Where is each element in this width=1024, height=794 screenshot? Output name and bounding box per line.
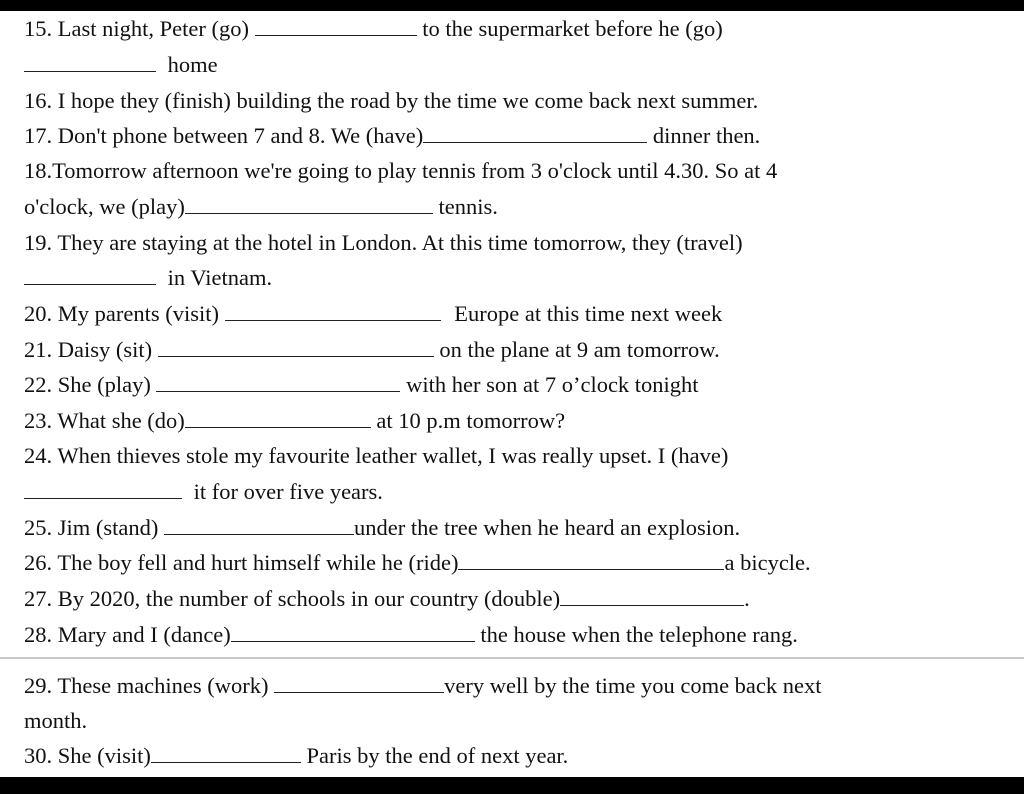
- question-18-text-2: o'clock, we (play): [24, 194, 185, 219]
- question-23: [24, 408, 565, 434]
- question-23-text-2: at 10 p.m tomorrow?: [370, 408, 566, 433]
- question-22-text: 22. She (play): [24, 372, 157, 397]
- question-18-line1: [24, 158, 777, 184]
- question-28-text: 28. Mary and I (dance): [24, 622, 231, 647]
- question-16: [24, 88, 758, 114]
- question-20: [24, 301, 722, 327]
- question-15-line1: [24, 16, 723, 42]
- question-21-text: 21. Daisy (sit): [24, 337, 158, 362]
- section-divider: [0, 657, 1024, 659]
- answer-blank-22[interactable]: [156, 373, 400, 392]
- answer-blank-18[interactable]: [185, 195, 433, 214]
- question-27-text: 27. By 2020, the number of schools in our country (double): [24, 586, 561, 611]
- question-24-text: 24. When thieves stole my favourite leather wallet, I was really upset. I (have): [24, 443, 729, 468]
- answer-blank-24[interactable]: [24, 480, 182, 499]
- question-19-line2: [24, 265, 272, 291]
- answer-blank-30[interactable]: [151, 744, 301, 763]
- question-25-text: 25. Jim (stand): [24, 515, 164, 540]
- question-24-line1: [24, 443, 728, 469]
- answer-blank-17[interactable]: [423, 124, 647, 143]
- answer-blank-26[interactable]: [458, 551, 724, 570]
- answer-blank-27[interactable]: [560, 587, 744, 606]
- question-26: [24, 550, 811, 576]
- question-15-text-3: home: [162, 52, 218, 77]
- question-30: [24, 743, 568, 769]
- question-27: [24, 586, 750, 612]
- question-16-text: 16. I hope they (finish) building the road by the time we come back next summer.: [24, 88, 759, 113]
- question-21-text-2: on the plane at 9 am tomorrow.: [433, 337, 720, 362]
- worksheet-page: [0, 11, 1024, 777]
- question-18-text: 18.Tomorrow afternoon we're going to play tennis from 3 o'clock until 4.30. So at 4: [24, 158, 778, 183]
- question-30-text: 30. She (visit): [24, 743, 151, 768]
- question-28-text-2: the house when the telephone rang.: [474, 622, 798, 647]
- question-20-text: 20. My parents (visit): [24, 301, 225, 326]
- question-17-text-2: dinner then.: [647, 123, 761, 148]
- answer-blank-19[interactable]: [24, 266, 156, 285]
- question-19-text-2: in Vietnam.: [162, 265, 273, 290]
- question-22-text-2: with her son at 7 o’clock tonight: [400, 372, 699, 397]
- answer-blank-29[interactable]: [274, 674, 444, 693]
- question-15-text-2: to the supermarket before he (go): [416, 16, 723, 41]
- question-15-text: 15. Last night, Peter (go): [24, 16, 255, 41]
- answer-blank-23[interactable]: [185, 409, 371, 428]
- answer-blank-20[interactable]: [225, 302, 441, 321]
- question-25: [24, 515, 740, 541]
- question-22: [24, 372, 699, 398]
- answer-blank-15b[interactable]: [24, 53, 156, 72]
- answer-blank-21[interactable]: [158, 338, 434, 357]
- question-26-text-2: a bicycle.: [724, 550, 811, 575]
- question-29-text: 29. These machines (work): [24, 673, 275, 698]
- question-23-text: 23. What she (do): [24, 408, 185, 433]
- question-28: [24, 622, 798, 648]
- question-29-text-2: very well by the time you come back next: [444, 673, 822, 698]
- question-29-text-3: month.: [24, 708, 88, 733]
- answer-blank-25[interactable]: [164, 516, 354, 535]
- answer-blank-28[interactable]: [231, 623, 475, 642]
- answer-blank-15a[interactable]: [255, 17, 417, 36]
- question-20-text-2: Europe at this time next week: [448, 301, 723, 326]
- question-30-text-2: Paris by the end of next year.: [300, 743, 569, 768]
- question-27-text-2: .: [744, 586, 750, 611]
- question-25-text-2: under the tree when he heard an explosion.: [354, 515, 741, 540]
- question-26-text: 26. The boy fell and hurt himself while he (ride): [24, 550, 459, 575]
- question-15-line2: [24, 52, 218, 78]
- question-18-line2: [24, 194, 498, 220]
- question-18-text-3: tennis.: [432, 194, 498, 219]
- question-24-line2: [24, 479, 383, 505]
- question-21: [24, 337, 720, 363]
- question-17-text: 17. Don't phone between 7 and 8. We (have): [24, 123, 424, 148]
- question-24-text-2: it for over five years.: [188, 479, 383, 504]
- question-17: [24, 123, 760, 149]
- question-29-line2: [24, 708, 87, 734]
- question-19-line1: [24, 230, 743, 256]
- question-29-line1: [24, 673, 822, 699]
- question-19-text: 19. They are staying at the hotel in London. At this time tomorrow, they (travel): [24, 230, 743, 255]
